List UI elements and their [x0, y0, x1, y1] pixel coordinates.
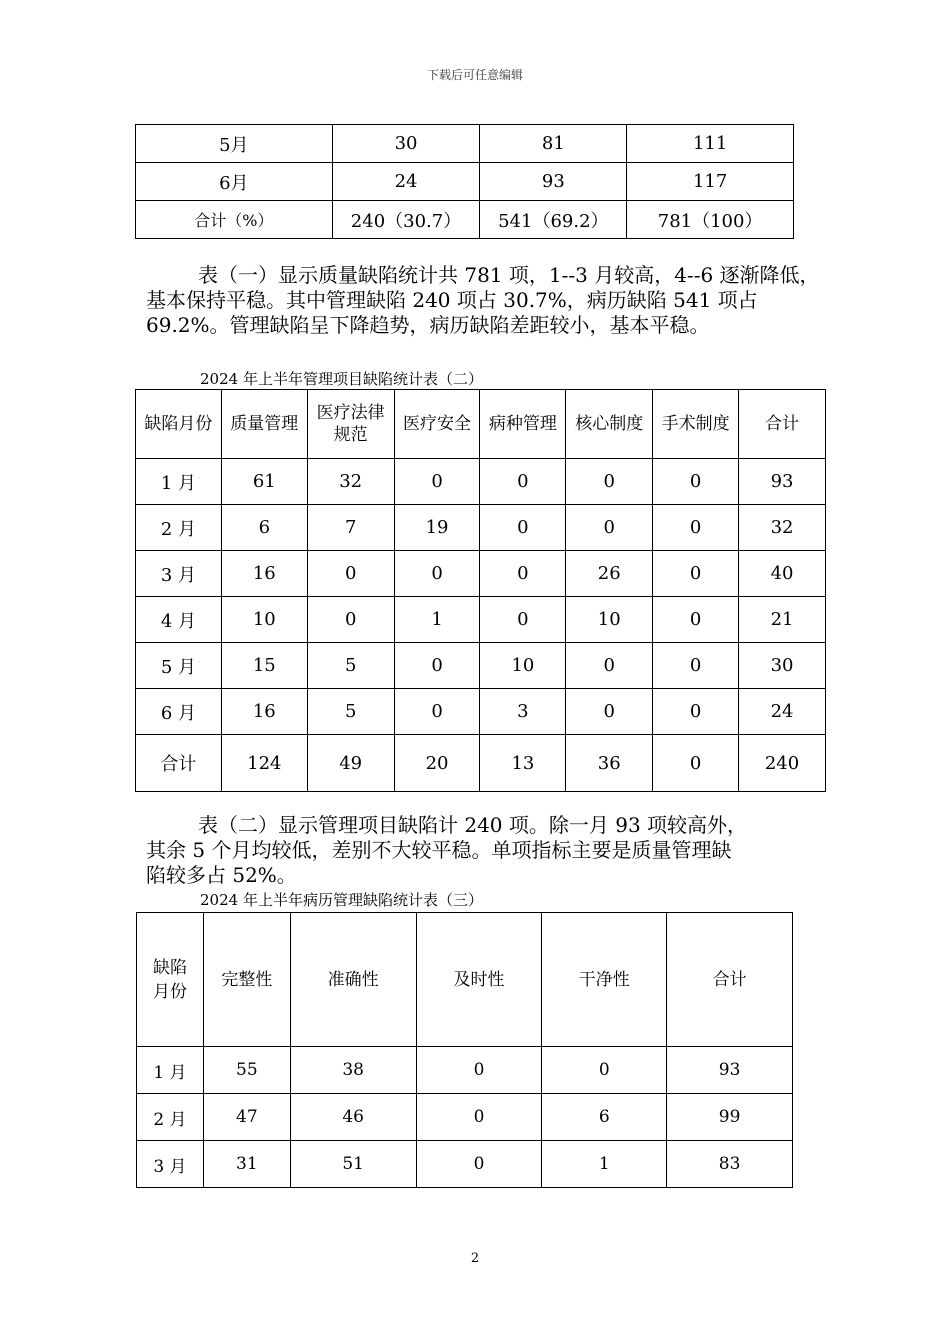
table-cell: 6 — [221, 505, 307, 551]
table-cell: 5 — [307, 689, 394, 735]
table-cell: 0 — [480, 551, 566, 597]
header-cell: 医疗安全 — [394, 390, 480, 459]
paragraph-table1-summary — [146, 263, 826, 338]
table-cell: 1 月 — [137, 1047, 204, 1094]
table-cell: 2 月 — [137, 1094, 204, 1141]
table-cell: 2 月 — [136, 505, 222, 551]
table-row-total — [136, 201, 794, 239]
header-line: 规范 — [333, 425, 368, 445]
table-cell: 10 — [221, 597, 307, 643]
table-cell: 99 — [667, 1094, 793, 1141]
header-cell: 质量管理 — [221, 390, 307, 459]
table-cell: 0 — [566, 643, 653, 689]
table-row — [136, 551, 826, 597]
header-line: 医疗法律 — [316, 403, 385, 423]
table-row — [136, 505, 826, 551]
table-cell: 0 — [394, 643, 480, 689]
table-cell: 83 — [667, 1141, 793, 1188]
table-cell: 0 — [653, 735, 739, 792]
header-cell: 缺陷月份 — [136, 390, 222, 459]
table-row — [137, 1141, 793, 1188]
header-cell — [307, 390, 394, 459]
header-line: 缺陷 — [152, 957, 187, 978]
paragraph-line: 陷较多占 52%。 — [146, 863, 297, 887]
table-cell: 111 — [627, 125, 794, 163]
header-cell: 干净性 — [542, 913, 667, 1047]
page-number: 2 — [470, 1251, 480, 1266]
table-cell: 0 — [480, 597, 566, 643]
table-header-row — [136, 390, 826, 459]
table-cell: 5 月 — [136, 643, 222, 689]
paragraph-table2-summary — [146, 813, 826, 888]
table-cell: 0 — [394, 459, 480, 505]
medical-record-defect-table — [136, 912, 793, 1188]
table2-caption: 2024 年上半年管理项目缺陷统计表（二） — [200, 370, 483, 388]
table3-caption: 2024 年上半年病历管理缺陷统计表（三） — [200, 891, 483, 909]
paragraph-line: 表（一）显示质量缺陷统计共 781 项，1--3 月较高，4--6 逐渐降低， — [198, 263, 820, 287]
table-cell: 124 — [221, 735, 307, 792]
table-header-row — [137, 913, 793, 1047]
header-note: 下载后可任意编辑 — [426, 68, 523, 82]
table-row — [137, 1094, 793, 1141]
table-cell: 32 — [307, 459, 394, 505]
table-cell: 19 — [394, 505, 480, 551]
table-cell: 240（30.7） — [332, 201, 480, 239]
table-cell: 0 — [566, 689, 653, 735]
table-cell: 93 — [739, 459, 826, 505]
table-cell: 0 — [653, 505, 739, 551]
table-cell: 3 — [480, 689, 566, 735]
table-cell: 3 月 — [137, 1141, 204, 1188]
table-cell: 0 — [566, 505, 653, 551]
paragraph-line: 69.2%。管理缺陷呈下降趋势，病历缺陷差距较小，基本平稳。 — [146, 313, 710, 337]
table-cell: 0 — [416, 1094, 542, 1141]
header-cell: 合计 — [667, 913, 793, 1047]
table-cell: 61 — [221, 459, 307, 505]
table-cell: 30 — [739, 643, 826, 689]
table-cell: 0 — [653, 551, 739, 597]
table-cell: 16 — [221, 689, 307, 735]
header-cell: 手术制度 — [653, 390, 739, 459]
table-cell: 5 — [307, 643, 394, 689]
table-cell: 36 — [566, 735, 653, 792]
table-cell: 10 — [480, 643, 566, 689]
table-cell: 55 — [203, 1047, 290, 1094]
table-cell: 13 — [480, 735, 566, 792]
table-cell: 0 — [480, 505, 566, 551]
table-row — [136, 125, 794, 163]
management-defect-table — [135, 389, 826, 792]
table-cell: 81 — [480, 125, 627, 163]
table-row — [136, 459, 826, 505]
header-cell: 合计 — [739, 390, 826, 459]
table-cell: 40 — [739, 551, 826, 597]
table-cell: 0 — [480, 459, 566, 505]
table-cell: 4 月 — [136, 597, 222, 643]
table-cell: 32 — [739, 505, 826, 551]
table-cell: 38 — [290, 1047, 416, 1094]
table-cell: 541（69.2） — [480, 201, 627, 239]
table-cell: 0 — [394, 689, 480, 735]
table-cell: 117 — [627, 163, 794, 201]
table-cell: 781（100） — [627, 201, 794, 239]
table-cell: 93 — [480, 163, 627, 201]
table-cell: 1 — [542, 1141, 667, 1188]
paragraph-line: 其余 5 个月均较低，差别不大较平稳。单项指标主要是质量管理缺 — [146, 838, 732, 862]
table-cell: 49 — [307, 735, 394, 792]
table-cell: 0 — [394, 551, 480, 597]
table-row — [136, 597, 826, 643]
table-cell: 47 — [203, 1094, 290, 1141]
table-cell: 30 — [332, 125, 480, 163]
table-cell: 31 — [203, 1141, 290, 1188]
table-cell: 24 — [739, 689, 826, 735]
header-cell — [137, 913, 204, 1047]
table-cell: 240 — [739, 735, 826, 792]
header-cell: 完整性 — [203, 913, 290, 1047]
table-cell: 0 — [542, 1047, 667, 1094]
defect-summary-table-continued — [135, 124, 794, 239]
table-cell: 26 — [566, 551, 653, 597]
paragraph-line: 基本保持平稳。其中管理缺陷 240 项占 30.7%，病历缺陷 541 项占 — [146, 288, 758, 312]
table-cell: 93 — [667, 1047, 793, 1094]
header-cell: 及时性 — [416, 913, 542, 1047]
table-cell: 51 — [290, 1141, 416, 1188]
table-cell: 1 月 — [136, 459, 222, 505]
table-cell: 0 — [307, 597, 394, 643]
table-cell: 6月 — [136, 163, 333, 201]
header-cell: 准确性 — [290, 913, 416, 1047]
table-cell: 0 — [653, 689, 739, 735]
table-cell: 合计 — [136, 735, 222, 792]
table-cell: 0 — [307, 551, 394, 597]
table-cell: 0 — [566, 459, 653, 505]
table-cell: 21 — [739, 597, 826, 643]
table-row — [136, 163, 794, 201]
header-cell: 病种管理 — [480, 390, 566, 459]
table-cell: 20 — [394, 735, 480, 792]
table-cell: 合计（%） — [136, 201, 333, 239]
table-cell: 1 — [394, 597, 480, 643]
table-cell: 16 — [221, 551, 307, 597]
table-cell: 6 — [542, 1094, 667, 1141]
table-cell: 46 — [290, 1094, 416, 1141]
table-cell: 0 — [653, 597, 739, 643]
table-cell: 3 月 — [136, 551, 222, 597]
table-row — [136, 643, 826, 689]
table-row — [136, 689, 826, 735]
paragraph-line: 表（二）显示管理项目缺陷计 240 项。除一月 93 项较高外， — [198, 813, 748, 837]
table-cell: 6 月 — [136, 689, 222, 735]
table-cell: 10 — [566, 597, 653, 643]
table-cell: 15 — [221, 643, 307, 689]
table-cell: 24 — [332, 163, 480, 201]
table-cell: 0 — [653, 459, 739, 505]
table-cell: 5月 — [136, 125, 333, 163]
table-cell: 0 — [416, 1047, 542, 1094]
table-cell: 0 — [416, 1141, 542, 1188]
header-cell: 核心制度 — [566, 390, 653, 459]
table-row-total — [136, 735, 826, 792]
table-cell: 0 — [653, 643, 739, 689]
table-cell: 7 — [307, 505, 394, 551]
header-line: 月份 — [152, 981, 187, 1002]
table-row — [137, 1047, 793, 1094]
